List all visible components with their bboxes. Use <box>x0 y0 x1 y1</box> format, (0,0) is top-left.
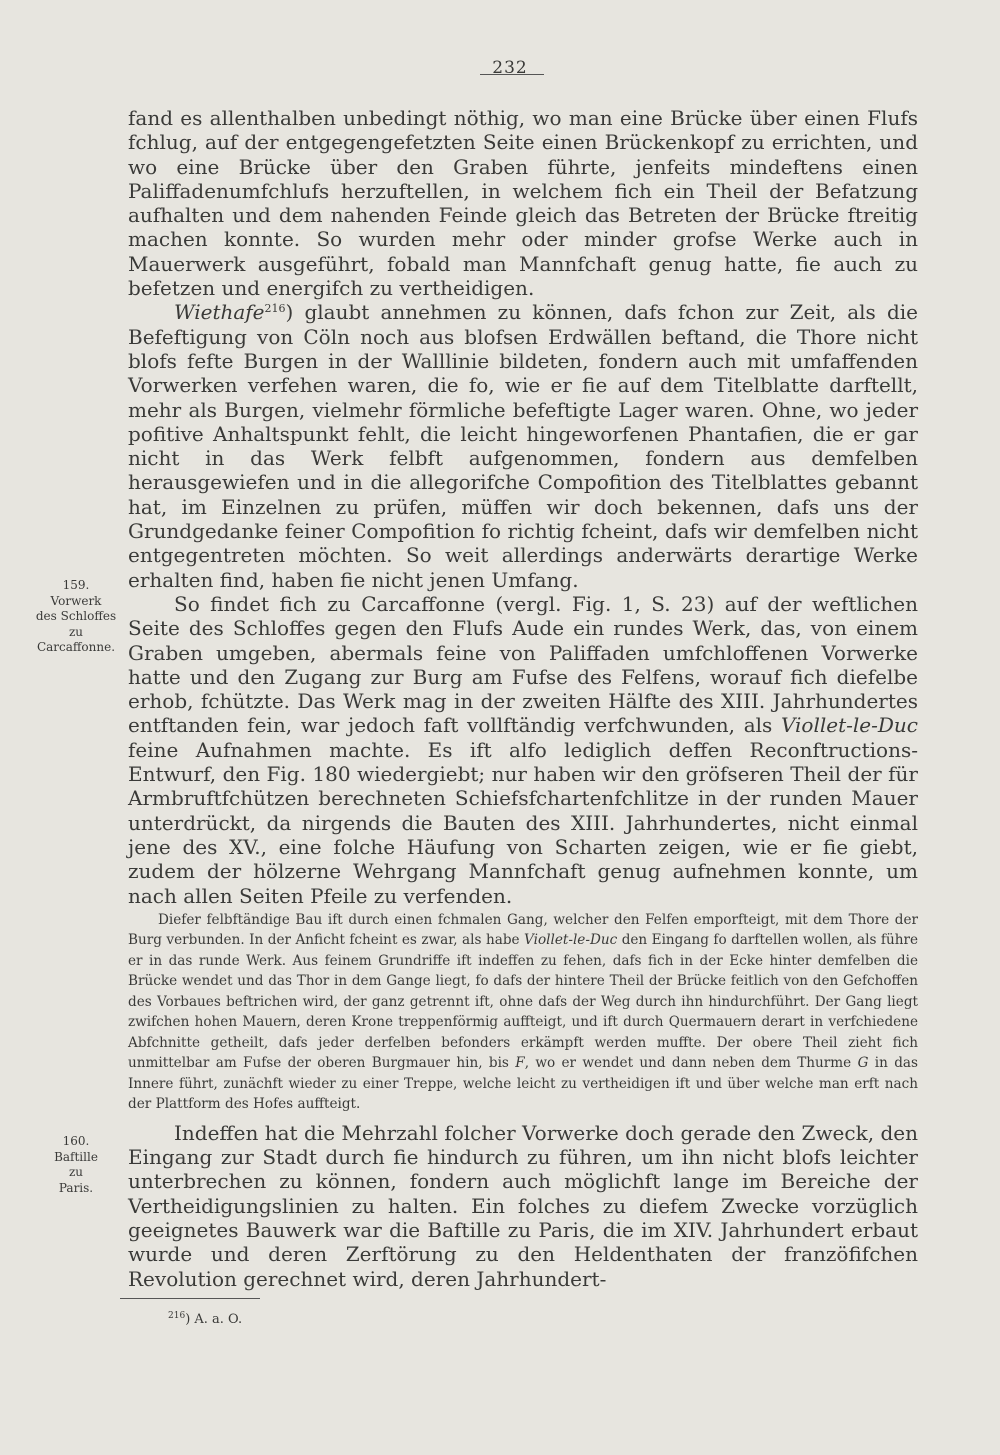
paragraph-carcassonne: So findet fich zu Carcaffonne (vergl. Fig. 1, S. 23) auf der weftlichen Seite des Schloffes gegen den Flufs Aude ein rundes Werk, das, von einem Graben umgeben, abermals feine von Paliffaden umfchloffenen Vorwerke hatte und den Zugang zur Burg am Fufse des Felfens, worauf fich diefelbe erhob, fchützte. Das Werk mag in der zweiten Hälfte des XIII. Jahrhundertes entftanden fein, war jedoch faft vollftändig verfchwunden, als Viollet-le-Duc feine Aufnahmen machte. Es ift alfo lediglich deffen Reconftructions-Entwurf, den Fig. 180 wiedergiebt; nur haben wir den gröfseren Theil der für Armbruftfchützen berechneten Schiefsfchartenfchlitze in der runden Mauer unterdrückt, da nirgends die Bauten des XIII. Jahrhundertes, nicht einmal jene des XV., eine folche Häufung von Scharten zeigen, wie er fie giebt, zudem der hölzerne Wehrgang Mannfchaft genug aufnehmen konnte, um nach allen Seiten Pfeile zu verfenden. <box>128 591 918 908</box>
paragraph-bastille: Indeffen hat die Mehrzahl folcher Vorwerke doch gerade den Zweck, den Eingang zur Stadt durch fie hindurch zu führen, um ihn nicht blofs leichter unterbrechen zu können, fondern auch möglichft lange im Bereiche der Vertheidigungslinien zu halten. Ein folches zu diefem Zwecke vorzüglich geeignetes Bauwerk war die Baftille zu Paris, die im XIV. Jahrhundert erbaut wurde und deren Zerftörung zu den Heldenthaten der franzöfifchen Revolution gerechnet wird, deren Jahrhundert- <box>128 1120 918 1291</box>
author-name: Viollet-le-Duc <box>524 932 618 949</box>
figure-letter: F <box>515 1055 525 1072</box>
margin-note-line: Baftille <box>54 1149 98 1164</box>
small-print-paragraph: Diefer felbftändige Bau ift durch einen fchmalen Gang, welcher den Felfen emporfteigt, mit dem Thore der Burg verbunden. In der Anficht fcheint es zwar, als habe Viollet-le-Duc den Eingang fo darftellen wollen, als führe er in das runde Werk. Aus feinem Grundriffe ift indeffen zu fehen, dafs fich in der Ecke hinter demfelben die Brücke wendet und das Thor in dem Gange liegt, fo dafs der hintere Theil der Brücke feitlich von den Gefchoffen des Vorbaues beftrichen wird, der ganz getrennt ift, ohne dafs der Weg durch ihn hindurchführt. Der Gang liegt zwifchen hohen Mauern, deren Krone treppenförmig auffteigt, und ift durch Quermauern derart in verfchiedene Abfchnitte getheilt, dafs jeder derfelben befonders erkämpft werden muffte. Der obere Theil zieht fich unmittelbar am Fufse der oberen Burgmauer hin, bis F, wo er wendet und dann neben dem Thurme G in das Innere führt, zunächft wieder zu einer Treppe, welche leicht zu vertheidigen ift und über welche man erft nach der Plattform des Hofes auffteigt. <box>128 911 919 1113</box>
author-name: Viollet-le-Duc <box>780 713 918 738</box>
footnote-ref: 216 <box>264 302 286 316</box>
paragraph: fand es allenthalben unbedingt nöthig, wo man eine Brücke über einen Flufs fchlug, auf der entgegengefetzten Seite einen Brückenkopf zu errichten, und wo eine Brücke über den Graben führte, jenfeits mindeftens einen Paliffadenumfchlufs herzuftellen, in welchem fich ein Theil der Befatzung aufhalten und dem nahenden Feinde gleich das Betreten der Brücke ftreitig machen konnte. So wurden mehr oder minder grofse Werke auch in Mauerwerk ausgeführt, fobald man Mannfchaft genug hatte, fie auch zu befetzen und energifch zu vertheidigen. <box>128 106 918 301</box>
margin-note-159 <box>30 578 122 656</box>
margin-note-line: Vorwerk <box>50 593 102 608</box>
footnote-number: 216 <box>168 1311 186 1321</box>
page-number: 232 <box>492 58 528 78</box>
author-name: Wiethafe <box>174 300 265 325</box>
figure-letter: G <box>857 1055 869 1072</box>
footnote-rule <box>120 1298 260 1299</box>
margin-note-line: Paris. <box>58 1180 94 1195</box>
margin-note-number: 160. <box>62 1134 90 1148</box>
paragraph-wiethase: Wiethafe$^{216}$) glaubt annehmen zu können, dafs fchon zur Zeit, als die Befeftigung von Cöln noch aus blofsen Erdwällen beftand, die Thore nicht blofs fefte Burgen in der Walllinie bildeten, fondern auch mit umfaffenden Vorwerken verfehen waren, die fo, wie er fie auf dem Titelblatte darftellt, mehr als Burgen, vielmehr förmliche befeftigte Lager waren. Ohne, wo jeder pofitive Anhaltspunkt fehlt, die leicht hingeworfenen Phantafien, die er gar nicht in das Werk felbft aufgenommen, fondern aus demfelben herausgewiefen und in die allegorifche Compofition des Titelblattes gebannt hat, im Einzelnen zu prüfen, müffen wir doch bekennen, dafs uns der Grundgedanke feiner Compofition fo richtig fcheint, dafs wir demfelben nicht entgegentreten möchten. So weit allerdings anderwärts derartige Werke erhalten find, haben fie nicht jenen Umfang. <box>128 300 918 592</box>
main-text <box>128 106 918 1291</box>
margin-note-number: 159. <box>62 578 90 592</box>
footnote: $^{216}$) A. a. O. <box>168 1311 243 1327</box>
margin-note-line: Carcaffonne. <box>36 640 116 654</box>
margin-note-line: zu <box>68 1165 84 1179</box>
margin-note-line: zu <box>68 624 84 639</box>
margin-note-160 <box>30 1134 122 1196</box>
margin-note-line: des Schloffes <box>35 609 117 623</box>
page-number-rule <box>480 74 544 75</box>
